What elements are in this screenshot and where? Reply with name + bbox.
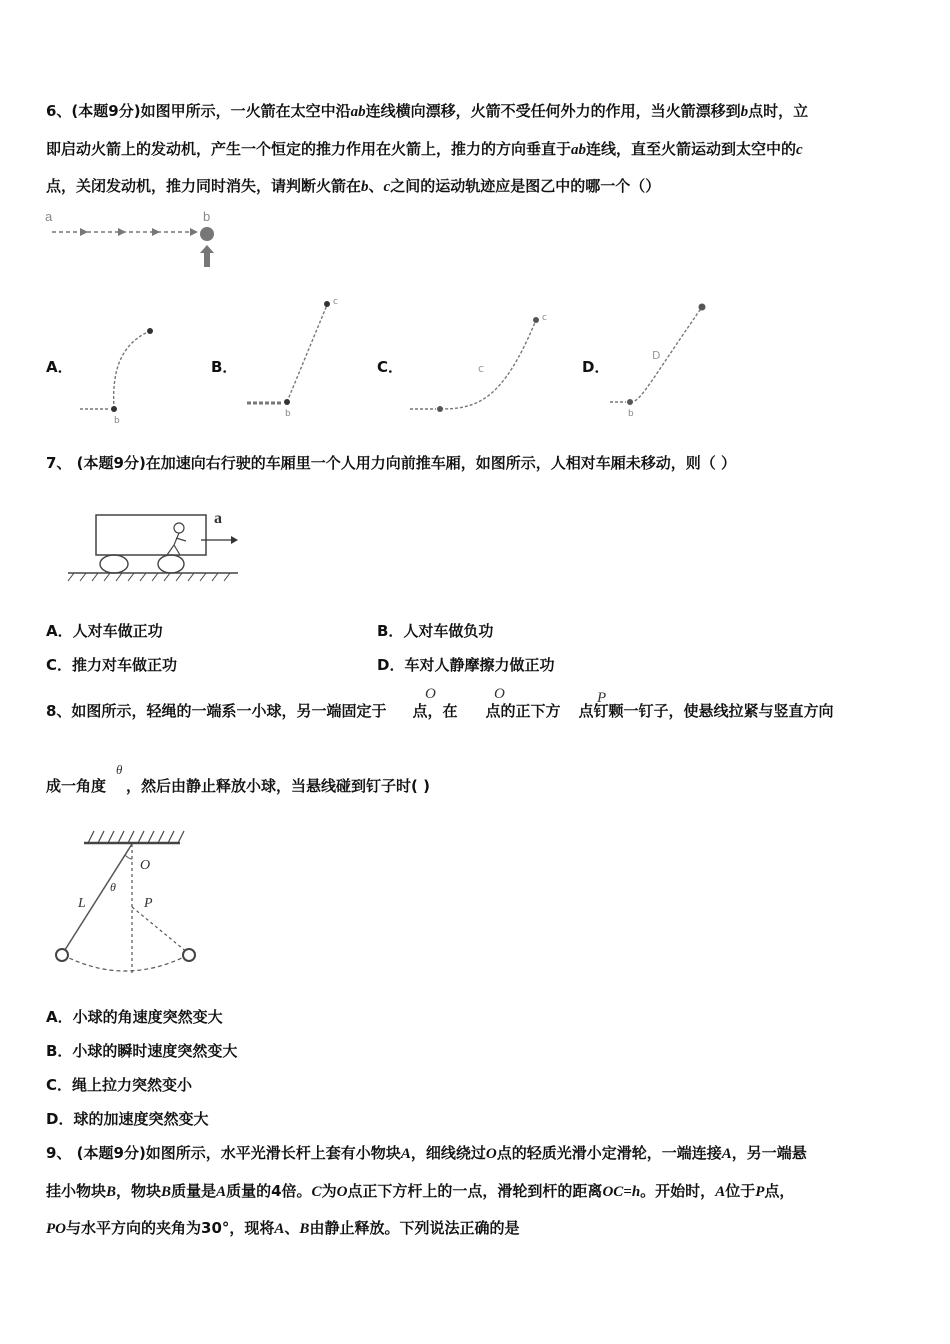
q8-symbol-O: O bbox=[494, 686, 505, 702]
q6-fig-label-b: b bbox=[203, 209, 211, 224]
q9-var-A: A bbox=[400, 1146, 411, 1162]
q6-text: 6、(本题9分)如图甲所示，一火箭在太空中沿 bbox=[46, 102, 351, 120]
q6-option-a-figure bbox=[78, 320, 168, 430]
q9-text: 质量是 bbox=[171, 1182, 217, 1200]
q9-text: 由静止释放。下列说法正确的是 bbox=[309, 1219, 520, 1237]
q9-var-B: B bbox=[106, 1184, 117, 1200]
q8-ball-left bbox=[56, 949, 68, 961]
q6-line-1 bbox=[46, 100, 808, 123]
q6-option-a-label: A． bbox=[46, 358, 73, 376]
q6-option-c-figure bbox=[408, 310, 558, 420]
q9-text: ，另一端悬 bbox=[731, 1144, 807, 1162]
q6-option-c-label: C． bbox=[377, 358, 404, 376]
q6-text: 点，关闭发动机，推力同时消失，请判断火箭在 bbox=[46, 177, 362, 195]
q6-option-b-label: B． bbox=[211, 358, 238, 376]
q9-var-P: P bbox=[755, 1184, 765, 1200]
q8-option-b: B．小球的瞬时速度突然变大 bbox=[46, 1042, 238, 1060]
q8-figure-pendulum bbox=[50, 825, 210, 980]
q6-var-c: c bbox=[796, 142, 803, 158]
q7-option-a: A．人对车做正功 bbox=[46, 622, 163, 640]
q8-text: 点，在 bbox=[412, 702, 458, 720]
q9-text: 点， bbox=[764, 1182, 795, 1200]
q8-line-2 bbox=[46, 775, 430, 797]
q9-var-A: A bbox=[216, 1184, 227, 1200]
q6-text: 连线横向漂移，火箭不受任何外力的作用，当火箭漂移到 bbox=[365, 102, 741, 120]
q8-symbol-O: O bbox=[425, 686, 436, 702]
q6-text: 之间的运动轨迹应是图乙中的哪一个（） bbox=[390, 177, 661, 195]
svg-text:c: c bbox=[333, 297, 338, 307]
q6-rocket-icon bbox=[200, 227, 214, 241]
q8-symbol-P: P bbox=[597, 690, 607, 706]
q8-fig-O: O bbox=[140, 858, 151, 873]
q8-text: ，然后由静止释放小球，当悬线碰到钉子时( ) bbox=[126, 777, 430, 795]
q9-var-A: A bbox=[274, 1221, 285, 1237]
q9-var-A: A bbox=[721, 1146, 732, 1162]
q7-accel-label: a bbox=[214, 510, 222, 527]
q9-var-C: C bbox=[311, 1184, 322, 1200]
q8-text: 8、如图所示，轻绳的一端系一小球，另一端固定于 bbox=[46, 702, 387, 720]
q9-var-PO: PO bbox=[46, 1221, 66, 1237]
q9-text: 点正下方杆上的一点，滑轮到杆的距离 bbox=[347, 1182, 603, 1200]
q6-option-d-figure bbox=[608, 295, 738, 420]
q8-fig-L: L bbox=[78, 896, 86, 911]
q8-text: 点钉颗一钉子，使悬线拉紧与竖直方向 bbox=[578, 702, 834, 720]
q9-var-B: B bbox=[299, 1221, 310, 1237]
q6-var-ab: ab bbox=[571, 142, 587, 158]
q9-var-OCh: OC=h bbox=[602, 1184, 641, 1200]
q9-var-O: O bbox=[485, 1146, 497, 1162]
q9-var-B: B bbox=[161, 1184, 172, 1200]
q9-text: 9、 (本题9分)如图所示，水平光滑长杆上套有小物块 bbox=[46, 1144, 401, 1162]
svg-text:c: c bbox=[542, 313, 547, 323]
q8-line-1 bbox=[46, 700, 834, 722]
q8-fig-P: P bbox=[144, 896, 153, 911]
q6-fig-d-label: D bbox=[652, 349, 661, 362]
q9-text: 点的轻质光滑小定滑轮，一端连接 bbox=[496, 1144, 722, 1162]
q6-figure-drift bbox=[40, 205, 240, 275]
q6-text: 、 bbox=[368, 177, 384, 195]
q9-text: 质量的4倍。 bbox=[226, 1182, 312, 1200]
q8-fig-theta: θ bbox=[110, 880, 116, 894]
q6-text: 即启动火箭上的发动机，产生一个恒定的推力作用在火箭上，推力的方向垂直于 bbox=[46, 140, 572, 158]
q7-accel-arrow-icon bbox=[231, 536, 238, 544]
q6-line-2 bbox=[46, 138, 803, 161]
q7-option-d: D．车对人静摩擦力做正功 bbox=[377, 656, 555, 674]
q7-option-b: B．人对车做负功 bbox=[377, 622, 494, 640]
q9-text: 挂小物块 bbox=[46, 1182, 107, 1200]
q8-option-c: C．绳上拉力突然变小 bbox=[46, 1076, 193, 1094]
q9-text: ，物块 bbox=[116, 1182, 162, 1200]
q9-text: 位于 bbox=[725, 1182, 756, 1200]
q8-text: 成一角度 bbox=[46, 777, 107, 795]
q6-fig-label-a: a bbox=[45, 209, 53, 224]
q9-var-A: A bbox=[715, 1184, 726, 1200]
q6-option-b-figure bbox=[245, 295, 355, 420]
q9-var-O: O bbox=[336, 1184, 348, 1200]
q6-var-b: b bbox=[361, 179, 369, 195]
q9-line-2 bbox=[46, 1180, 794, 1203]
q9-text: 为 bbox=[321, 1182, 337, 1200]
q9-text: 与水平方向的夹角为30°，现将 bbox=[66, 1219, 275, 1237]
q6-thrust-arrow-icon bbox=[200, 245, 214, 267]
q9-text: ，细线绕过 bbox=[410, 1144, 486, 1162]
q8-option-a: A．小球的角速度突然变大 bbox=[46, 1008, 223, 1026]
q9-text: 、 bbox=[284, 1219, 300, 1237]
q9-line-1 bbox=[46, 1142, 807, 1165]
q9-line-3 bbox=[46, 1217, 519, 1240]
q9-text: 。开始时， bbox=[640, 1182, 716, 1200]
q6-fig-c-label: c bbox=[478, 362, 485, 375]
q7-figure-cart bbox=[68, 505, 248, 595]
q8-option-d: D．球的加速度突然变大 bbox=[46, 1110, 209, 1128]
q8-text: 点的正下方 bbox=[485, 702, 561, 720]
q6-line-3 bbox=[46, 175, 660, 198]
svg-text:b: b bbox=[285, 409, 291, 419]
q7-option-c: C．推力对车做正功 bbox=[46, 656, 178, 674]
q6-text: 连线，直至火箭运动到太空中的 bbox=[586, 140, 797, 158]
svg-text:b: b bbox=[628, 409, 634, 419]
q8-symbol-theta: θ bbox=[116, 762, 123, 777]
q6-var-b: b bbox=[740, 104, 749, 120]
q6-text: 点时，立 bbox=[748, 102, 809, 120]
q6-var-ab: ab bbox=[350, 104, 366, 120]
q6-option-d-label: D． bbox=[582, 358, 610, 376]
svg-text:b: b bbox=[114, 416, 120, 426]
q7-stem: 7、 (本题9分)在加速向右行驶的车厢里一个人用力向前推车厢，如图所示，人相对车厢未移动，则（ ） bbox=[46, 454, 737, 472]
q6-var-c: c bbox=[383, 179, 391, 195]
q8-ball-right bbox=[183, 949, 195, 961]
